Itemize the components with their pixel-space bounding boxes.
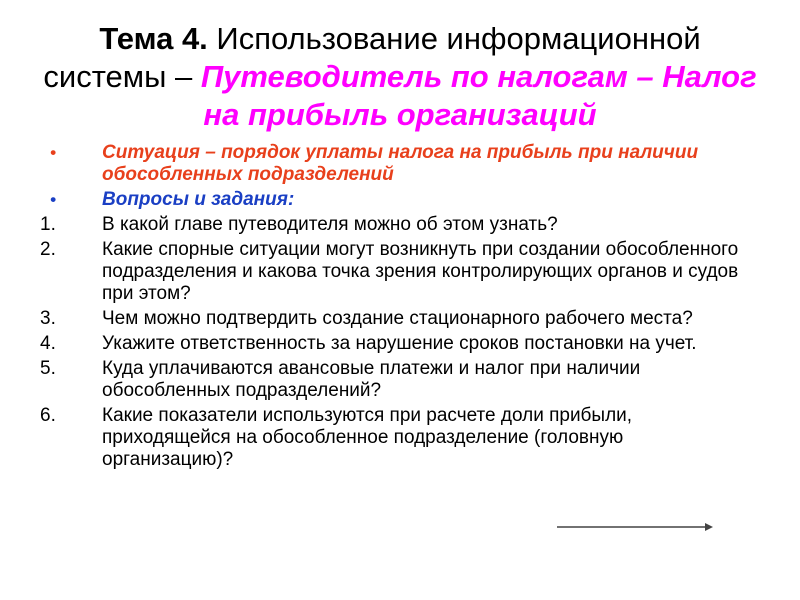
question-item — [0, 333, 800, 355]
question-text: В какой главе путеводителя можно об этом узнать? — [102, 214, 558, 235]
question-item — [0, 214, 800, 236]
bullet-questions-heading — [0, 189, 800, 211]
question-number: 1. — [40, 214, 56, 235]
question-item — [0, 239, 800, 305]
questions-heading-text: Вопросы и задания: — [102, 189, 295, 210]
question-text: Куда уплачиваются авансовые платежи и налог при наличии обособленных подразделений? — [102, 358, 641, 401]
question-item — [0, 405, 800, 471]
bullet-situation — [0, 142, 800, 186]
slide-content — [0, 142, 800, 474]
question-text: Какие спорные ситуации могут возникнуть при создании обособленного подразделения и какова точка зрения контролирующих органов и судов при этом? — [102, 239, 739, 304]
title-accent-text: Путеводитель по налогам – Налог на прибыль организаций — [200, 59, 757, 132]
situation-text: Ситуация – порядок уплаты налога на прибыль при наличии обособленных подразделений — [102, 142, 699, 185]
question-text: Чем можно подтвердить создание стационарного рабочего места? — [102, 308, 693, 329]
question-number: 6. — [40, 405, 56, 426]
bullet-marker: • — [50, 190, 56, 209]
question-item — [0, 308, 800, 330]
question-item — [0, 358, 800, 402]
bullet-marker: • — [50, 143, 56, 162]
question-text: Какие показатели используются при расчете доли прибыли, приходящейся на обособленное подразделение (головную организацию)? — [102, 405, 633, 470]
question-number: 2. — [40, 239, 56, 260]
right-arrow-graphic — [556, 520, 714, 534]
slide-title — [40, 20, 760, 134]
right-arrow-icon[interactable] — [556, 520, 714, 534]
title-topic-number: Тема 4. — [99, 21, 208, 56]
title-main-text: Использование информационной системы – — [43, 21, 701, 94]
question-text: Укажите ответственность за нарушение сроков постановки на учет. — [102, 333, 697, 354]
question-number: 5. — [40, 358, 56, 379]
question-number: 3. — [40, 308, 56, 329]
question-number: 4. — [40, 333, 56, 354]
